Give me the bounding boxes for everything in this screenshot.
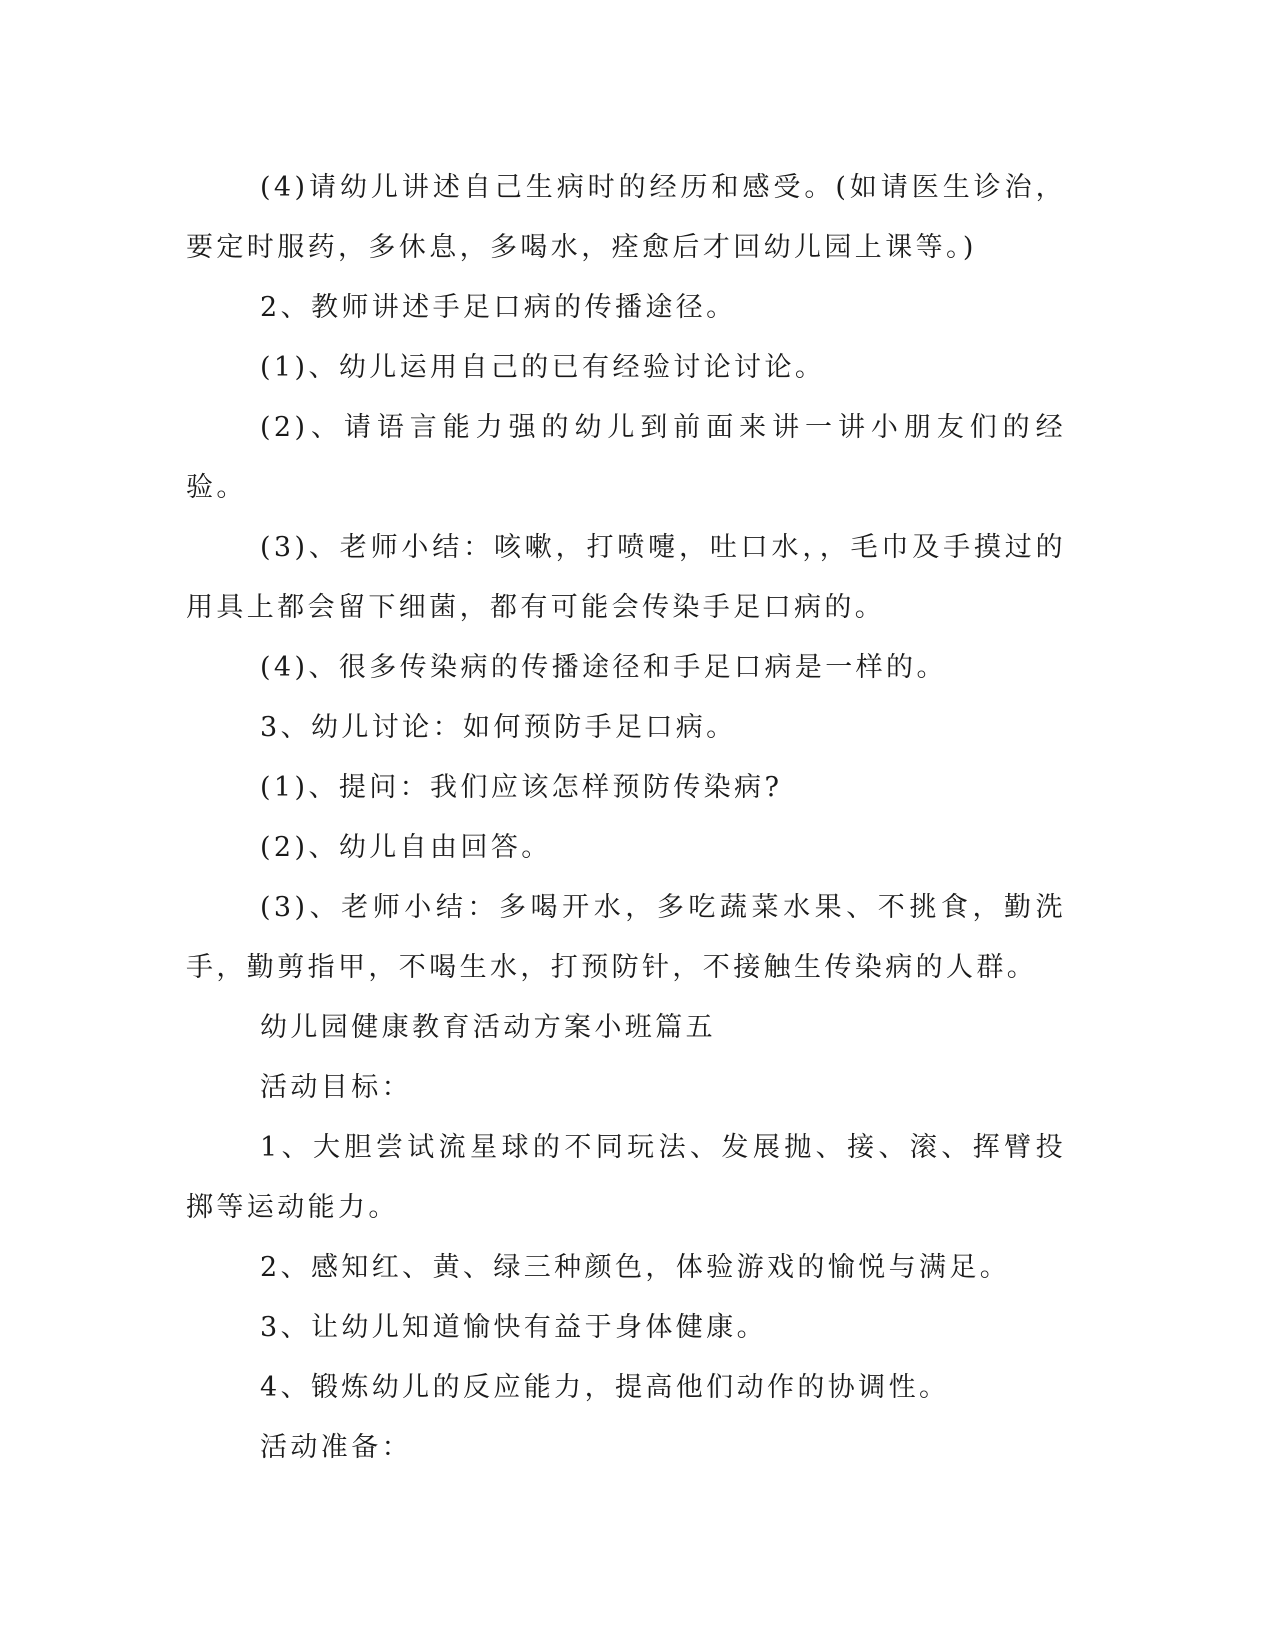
paragraph-teacher-summary-2: (3)、老师小结：多喝开水，多吃蔬菜水果、不挑食，勤洗手，勤剪指甲，不喝生水，打预防针，不接触生传染病的人群。 bbox=[186, 892, 1066, 983]
paragraph-goals-heading: 活动目标： bbox=[260, 1072, 412, 1103]
paragraph-goal-1: 1、大胆尝试流星球的不同玩法、发展抛、接、滚、挥臂投掷等运动能力。 bbox=[186, 1132, 1066, 1223]
paragraph-teacher-summary-1: (3)、老师小结：咳嗽，打喷嚏，吐口水，，毛巾及手摸过的用具上都会留下细菌，都有可能会传染手足口病的。 bbox=[186, 532, 1066, 623]
paragraph-illness-experience: (4)请幼儿讲述自己生病时的经历和感受。(如请医生诊治，要定时服药，多休息，多喝水，痊愈后才回幼儿园上课等。) bbox=[186, 172, 1066, 263]
paragraph-goal-2: 2、感知红、黄、绿三种颜色，体验游戏的愉悦与满足。 bbox=[260, 1252, 1011, 1283]
paragraph-preparation-heading: 活动准备： bbox=[260, 1432, 412, 1463]
section-title: 幼儿园健康教育活动方案小班篇五 bbox=[260, 1012, 716, 1043]
paragraph-same-transmission: (4)、很多传染病的传播途径和手足口病是一样的。 bbox=[260, 652, 947, 683]
document-body bbox=[186, 158, 1066, 1478]
paragraph-prevention-heading: 3、幼儿讨论：如何预防手足口病。 bbox=[260, 712, 737, 743]
paragraph-goal-3: 3、让幼儿知道愉快有益于身体健康。 bbox=[260, 1312, 767, 1343]
paragraph-goal-4: 4、锻炼幼儿的反应能力，提高他们动作的协调性。 bbox=[260, 1372, 950, 1403]
paragraph-transmission-heading: 2、教师讲述手足口病的传播途径。 bbox=[260, 292, 737, 323]
paragraph-question: (1)、提问：我们应该怎样预防传染病? bbox=[260, 772, 783, 803]
paragraph-share-experience: (2)、请语言能力强的幼儿到前面来讲一讲小朋友们的经验。 bbox=[186, 412, 1066, 503]
paragraph-discussion: (1)、幼儿运用自己的已有经验讨论讨论。 bbox=[260, 352, 826, 383]
paragraph-free-answer: (2)、幼儿自由回答。 bbox=[260, 832, 552, 863]
